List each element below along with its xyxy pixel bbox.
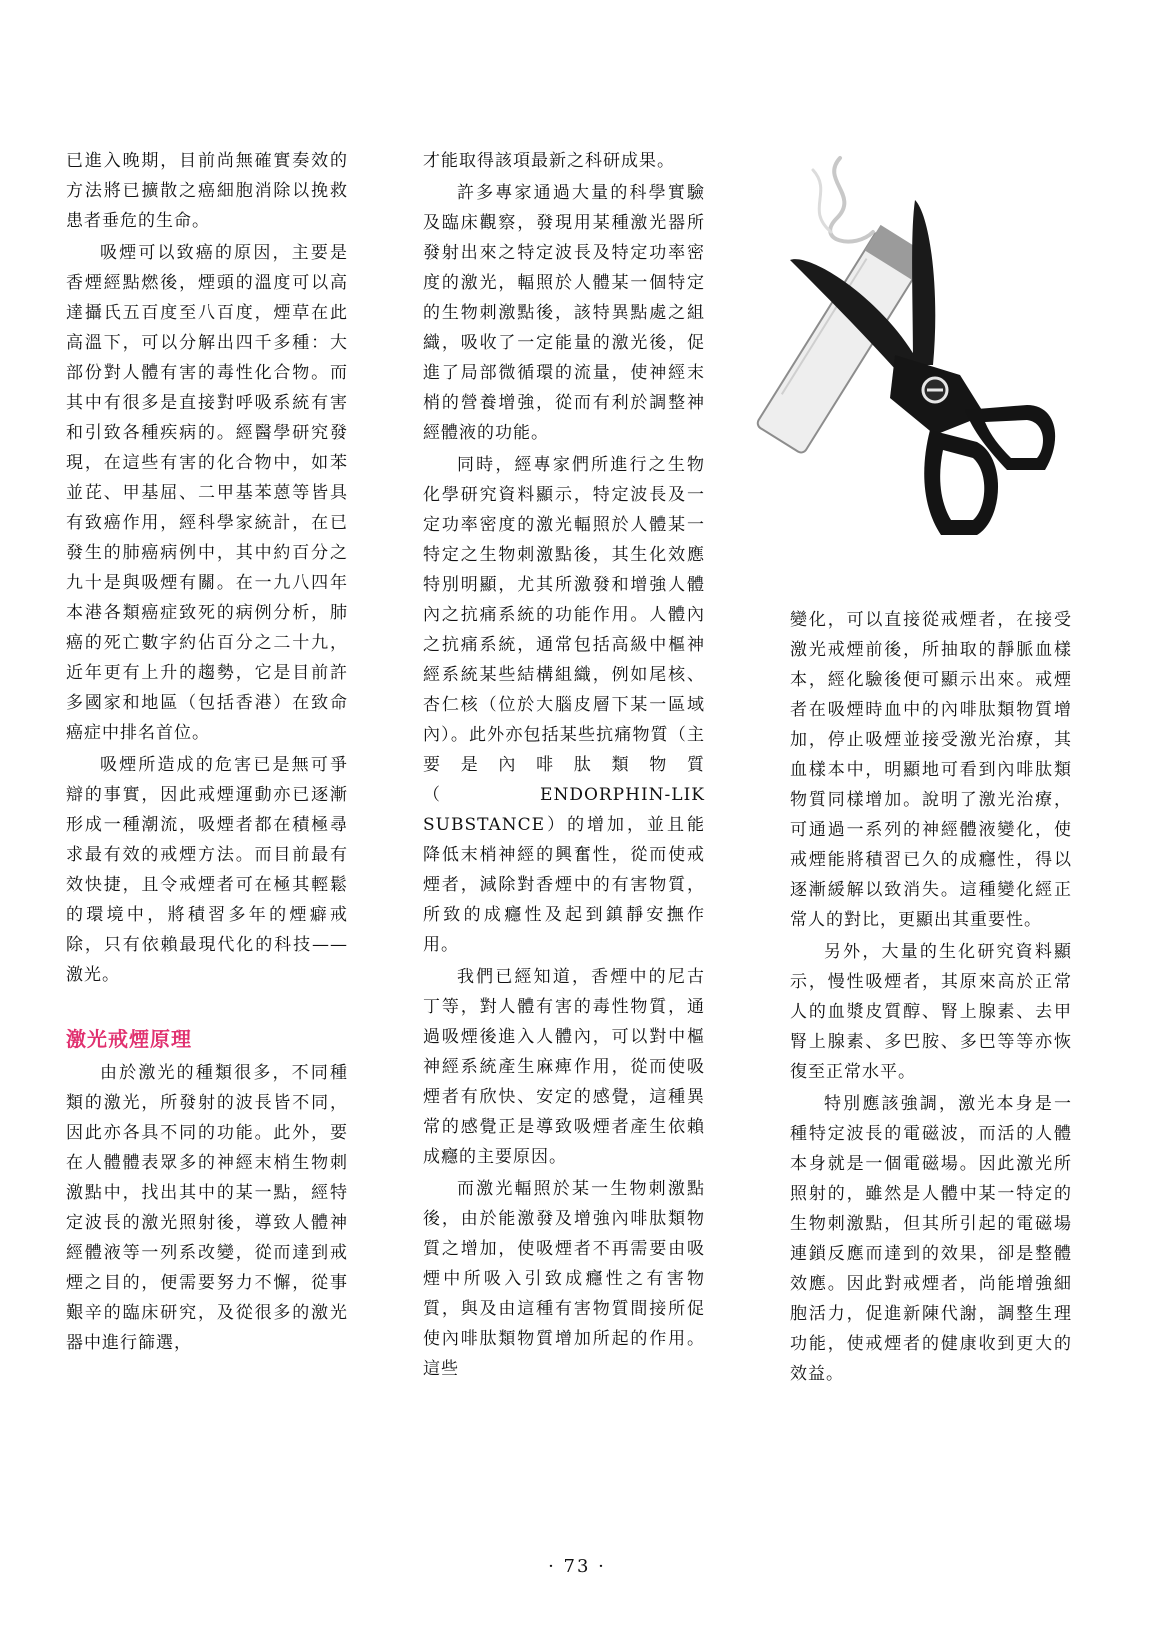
paragraph: 吸煙所造成的危害已是無可爭辯的事實，因此戒煙運動亦已逐漸形成一種潮流，吸煙者都在積極尋求最有效的戒煙方法。而目前最有效快捷，且令戒煙者可在極其輕鬆的環境中，將積習多年的煙癖戒除，只有依賴最現代化的科技——激光。 <box>66 755 348 985</box>
paragraph: 已進入晚期，目前尚無確實奏效的方法將已擴散之癌細胞消除以挽救患者垂危的生命。 <box>66 151 348 231</box>
paragraph: 吸煙可以致癌的原因，主要是香煙經點燃後，煙頭的溫度可以高達攝氏五百度至八百度，煙草在此高溫下，可以分解出四千多種：大部份對人體有害的毒性化合物。而其中有很多是直接對呼吸系統有害和引致各種疾病的。經醫學研究發現，在這些有害的化合物中，如苯並芘、甲基屈、二甲基苯蒽等皆具有致癌作用，經科學家統計，在已發生的肺癌病例中，其中約百分之九十是與吸煙有關。在一九八四年本港各類癌症致死的病例分析，肺癌的死亡數字約佔百分之二十九，近年更有上升的趨勢，它是目前許多國家和地區（包括香港）在致命癌症中排名首位。 <box>66 243 348 743</box>
text-column-2 <box>423 146 705 1386</box>
section-heading: 激光戒煙原理 <box>66 1027 192 1051</box>
smoke-wisp <box>830 158 873 242</box>
page-number: · 73 · <box>548 1556 606 1577</box>
paragraph: 同時，經專家們所進行之生物化學研究資料顯示，特定波長及一定功率密度的激光輻照於人體某一特定之生物刺激點後，其生化效應特別明顯，尤其所激發和增強人體內之抗痛系統的功能作用。人體內之抗痛系統，通常包括高級中樞神經系統某些結構組織，例如尾核、杏仁核（位於大腦皮層下某一區域內）。此外亦包括某些抗痛物質（主要是內啡肽類物質（ENDORPHIN-LIK SUBSTANCE）的增加，並且能降低末梢神經的興奮性，從而使戒煙者，減除對香煙中的有害物質，所致的成癮性及起到鎮靜安撫作用。 <box>423 455 705 955</box>
paragraph: 變化，可以直接從戒煙者，在接受激光戒煙前後，所抽取的靜脈血樣本，經化驗後便可顯示出來。戒煙者在吸煙時血中的內啡肽類物質增加，停止吸煙並接受激光治療，其血樣本中，明顯地可看到內啡肽類物質同樣增加。說明了激光治療，可通過一系列的神經體液變化，使戒煙能將積習已久的成癮性，得以逐漸緩解以致消失。這種變化經正常人的對比，更顯出其重要性。 <box>790 610 1072 930</box>
paragraph: 由於激光的種類很多，不同種類的激光，所發射的波長皆不同，因此亦各具不同的功能。此外，要在人體體表眾多的神經末梢生物刺激點中，找出其中的某一點，經特定波長的激光照射後，導致人體神經體液等一列系改變，從而達到戒煙之目的，便需要努力不懈，從事艱辛的臨床研究，及從很多的激光器中進行篩選， <box>66 1063 348 1353</box>
smoke-wisp <box>813 170 831 232</box>
paragraph: 我們已經知道，香煙中的尼古丁等，對人體有害的毒性物質，通過吸煙後進入人體內，可以對中樞神經系統產生麻痺作用，從而使吸煙者有欣快、安定的感覺，這種異常的感覺正是導致吸煙者產生依賴成癮的主要原因。 <box>423 967 705 1167</box>
paragraph: 而激光輻照於某一生物刺激點後，由於能激發及增強內啡肽類物質之增加，使吸煙者不再需要由吸煙中所吸入引致成癮性之有害物質，與及由這種有害物質間接所促使內啡肽類物質增加所起的作用。這些 <box>423 1179 705 1379</box>
paragraph: 才能取得該項最新之科研成果。 <box>423 151 675 171</box>
paragraph: 許多專家通過大量的科學實驗及臨床觀察，發現用某種激光器所發射出來之特定波長及特定功率密度的激光，輻照於人體某一個特定的生物刺激點後，該特異點處之組織，吸收了一定能量的激光後，促進了局部微循環的流量，使神經末梢的營養增強，從而有利於調整神經體液的功能。 <box>423 183 705 443</box>
paragraph: 特別應該強調，激光本身是一種特定波長的電磁波，而活的人體本身就是一個電磁場。因此激光所照射的，雖然是人體中某一特定的生物刺激點，但其所引起的電磁場連鎖反應而達到的效果，卻是整體效應。因此對戒煙者，尚能增強細胞活力，促進新陳代謝，調整生理功能，使戒煙者的健康收到更大的效益。 <box>790 1094 1072 1384</box>
paragraph: 另外，大量的生化研究資料顯示，慢性吸煙者，其原來高於正常人的血漿皮質醇、腎上腺素、去甲腎上腺素、多巴胺、多巴等等亦恢復至正常水平。 <box>790 942 1072 1082</box>
text-column-3 <box>790 605 1072 1391</box>
scissors-cutting-cigarette-icon <box>745 140 1105 570</box>
text-column-1 <box>66 146 348 1360</box>
scissors-blade <box>912 200 935 365</box>
